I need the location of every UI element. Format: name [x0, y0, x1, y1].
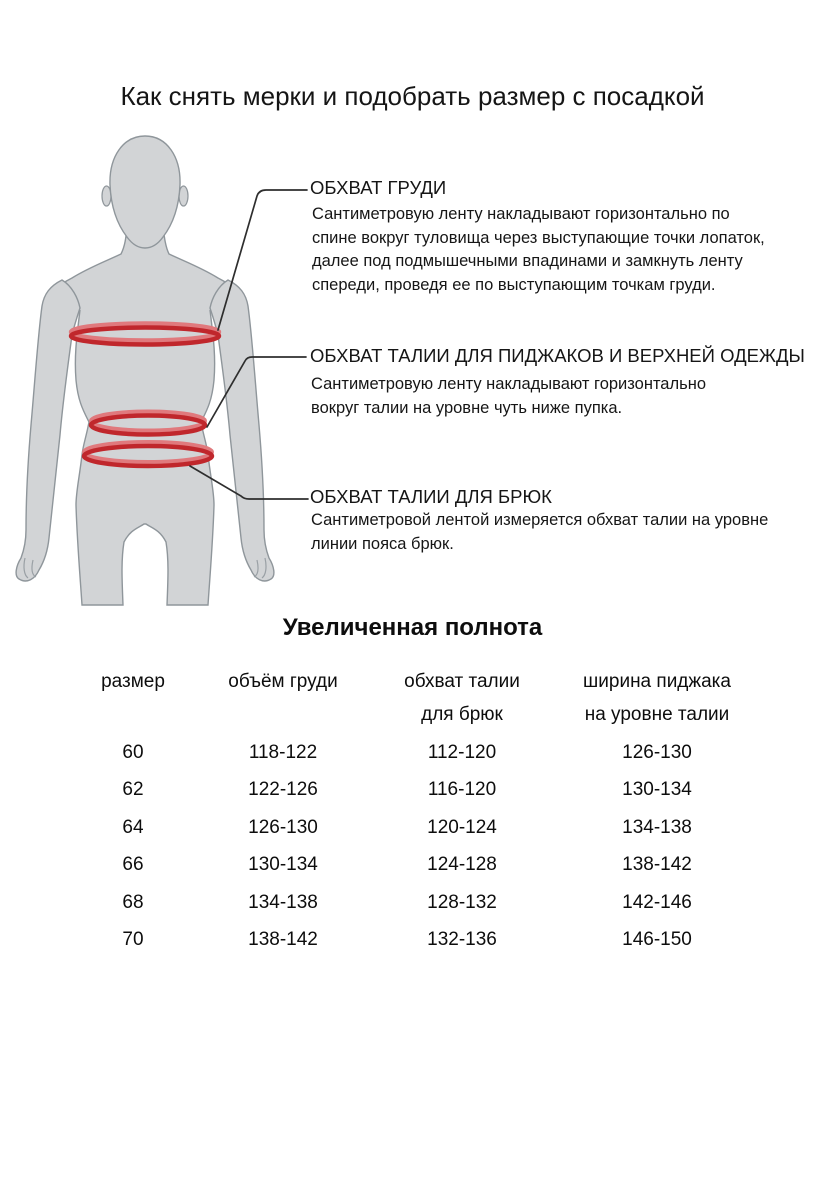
column-header-size: размер [101, 671, 165, 692]
table-cell: 122-126 [248, 779, 318, 801]
left-arm-shape [16, 280, 80, 581]
section-text-chest: Сантиметровую ленту накладывают горизонтально по спине вокруг туловища через выступающие точки лопаток, далее под подмышечными впадинами и замкнуть ленту спереди, проведя ее по выступающим точкам груди. [312, 205, 765, 294]
size-table-title: Увеличенная полнота [282, 614, 543, 641]
size-table [55, 665, 745, 958]
table-row [55, 771, 745, 808]
table-cell: 134-138 [622, 816, 692, 838]
table-row [55, 734, 745, 771]
table-cell: 62 [122, 779, 144, 801]
table-cell: 124-128 [427, 854, 497, 876]
table-header-row-1 [55, 665, 745, 698]
section-heading-trouser-waist: ОБХВАТ ТАЛИИ ДЛЯ БРЮК [310, 486, 552, 507]
section-heading-jacket-waist: ОБХВАТ ТАЛИИ ДЛЯ ПИДЖАКОВ И ВЕРХНЕЙ ОДЕЖДЫ [310, 345, 805, 366]
table-cell: 118-122 [248, 742, 318, 763]
table-cell: 138-142 [622, 854, 692, 876]
table-row [55, 846, 745, 883]
head-shape [110, 136, 180, 248]
section-text-trouser-waist: Сантиметровой лентой измеряется обхват талии на уровне линии пояса брюк. [311, 511, 769, 553]
table-cell: 132-136 [427, 929, 497, 951]
table-cell: 138-142 [248, 929, 318, 951]
table-cell: 70 [122, 929, 144, 951]
table-cell: 146-150 [622, 929, 692, 951]
column-header-chest: объём груди [228, 671, 338, 692]
table-cell: 120-124 [427, 816, 497, 838]
column-header-chest-line2 [211, 698, 355, 731]
table-cell: 116-120 [427, 779, 497, 801]
table-cell: 130-134 [248, 854, 318, 876]
table-body [55, 734, 745, 958]
table-header-row-2 [55, 698, 745, 731]
table-cell: 64 [122, 816, 144, 838]
column-header-jacket-width: ширина пиджака [583, 671, 731, 692]
column-header-size-line2 [55, 698, 211, 731]
table-cell: 112-120 [427, 742, 497, 763]
table-cell: 134-138 [248, 891, 318, 913]
column-header-trouser-waist-line2: для брюк [421, 704, 503, 725]
table-cell: 68 [122, 891, 144, 913]
section-text-jacket-waist: Сантиметровую ленту накладывают горизонтально вокруг талии на уровне чуть ниже пупка. [311, 375, 707, 417]
table-cell: 126-130 [248, 816, 318, 838]
table-row [55, 884, 745, 921]
table-cell: 128-132 [427, 891, 497, 913]
page-title: Как снять мерки и подобрать размер с посадкой [120, 81, 705, 111]
table-cell: 130-134 [622, 779, 692, 801]
table-cell: 66 [122, 854, 144, 876]
table-cell: 60 [122, 742, 144, 763]
column-header-jacket-width-line2: на уровне талии [584, 704, 730, 725]
body-measurement-diagram [0, 130, 320, 610]
table-cell: 126-130 [622, 742, 692, 763]
table-cell: 142-146 [622, 891, 692, 913]
table-row [55, 921, 745, 958]
section-heading-chest: ОБХВАТ ГРУДИ [310, 177, 447, 198]
table-row [55, 809, 745, 846]
column-header-trouser-waist: обхват талии [404, 671, 520, 692]
